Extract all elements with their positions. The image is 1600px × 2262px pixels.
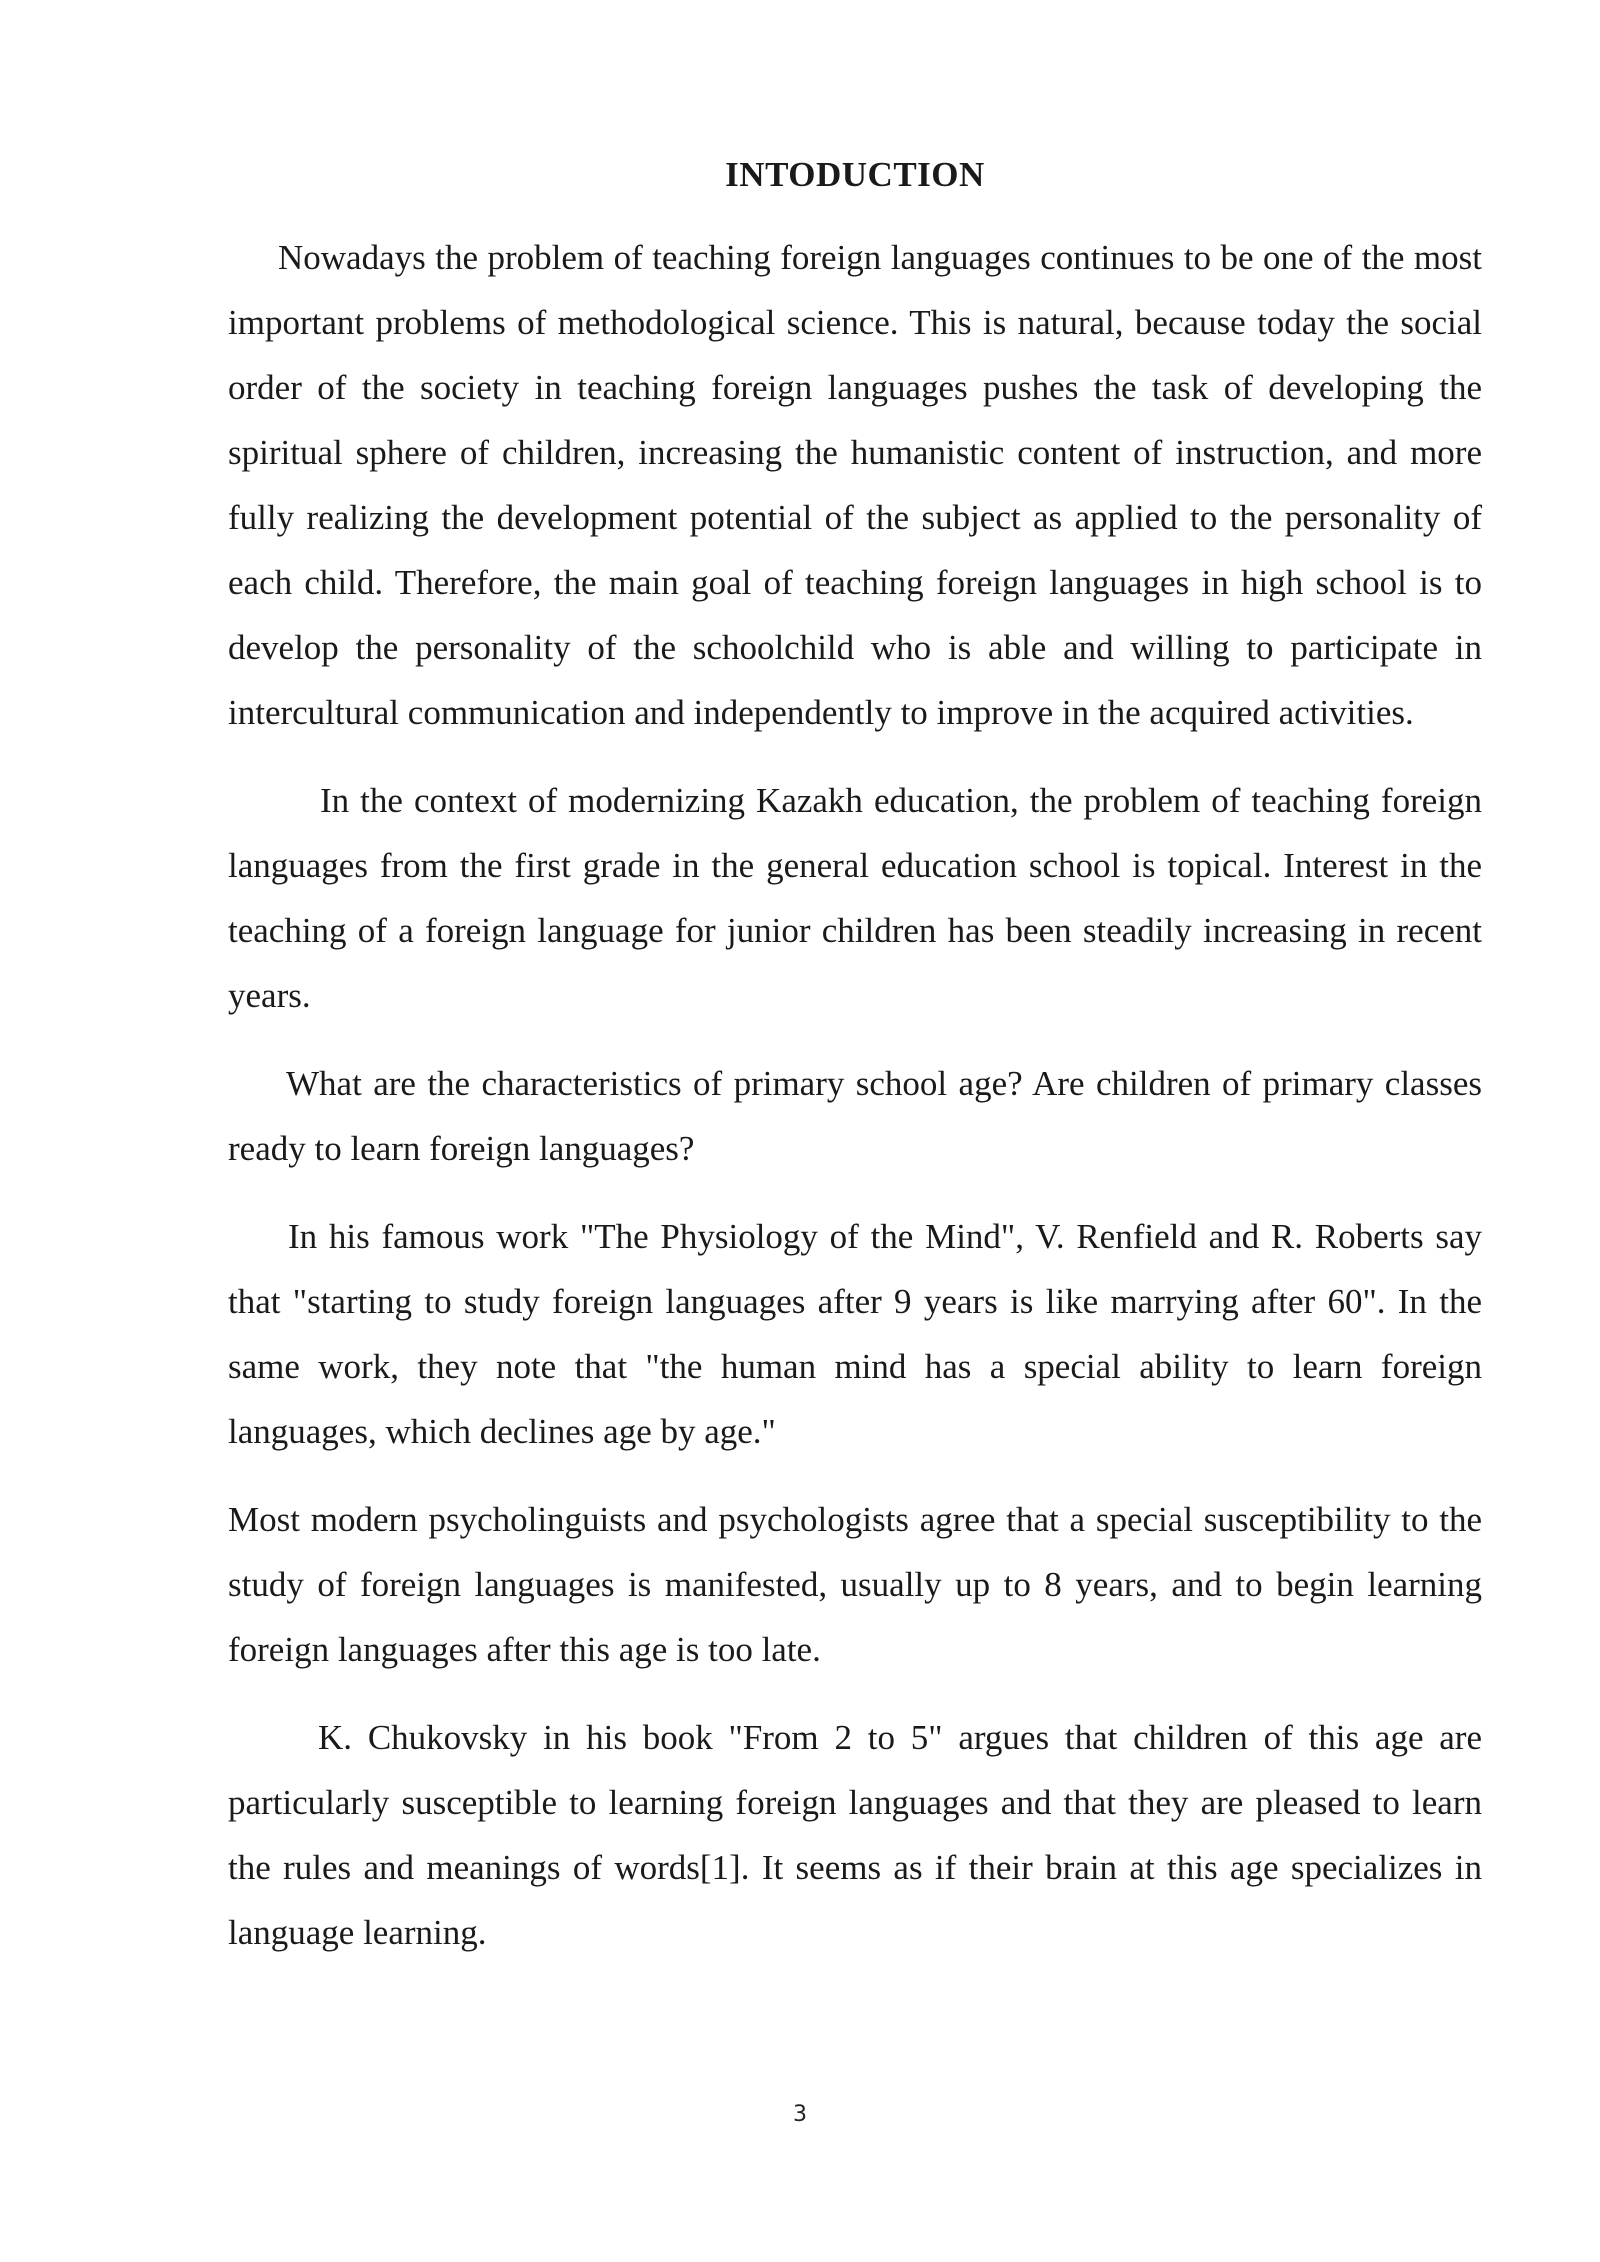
document-page: [228, 145, 1482, 1988]
paragraph-5: Most modern psycholinguists and psychologists agree that a special susceptibility to the study of foreign languages is manifested, usually up to 8 years, and to begin learning foreign languages after this age is too late.: [228, 1500, 1482, 1669]
paragraph-1: Nowadays the problem of teaching foreign languages continues to be one of the most important problems of methodological science. This is natural, because today the social order of the society in teaching foreign languages pushes the task of developing the spiritual sphere of children, increasing the humanistic content of instruction, and more fully realizing the development potential of the subject as applied to the personality of each child. Therefore, the main goal of teaching foreign languages in high school is to develop the personality of the schoolchild who is able and willing to participate in intercultural communication and independently to improve in the acquired activities.: [228, 238, 1482, 732]
paragraph-6: K. Chukovsky in his book "From 2 to 5" argues that children of this age are particularly susceptible to learning foreign languages and that they are pleased to learn the rules and meanings of words[1]. It seems as if their brain at this age specializes in language learning.: [228, 1718, 1482, 1952]
paragraph-3: What are the characteristics of primary school age? Are children of primary classes ready to learn foreign languages?: [228, 1064, 1482, 1168]
page-number: 3: [793, 2102, 807, 2127]
page-title: INTODUCTION: [725, 155, 985, 194]
paragraph-2: In the context of modernizing Kazakh education, the problem of teaching foreign languages from the first grade in the general education school is topical. Interest in the teaching of a foreign language for junior children has been steadily increasing in recent years.: [228, 781, 1482, 1015]
paragraph-4: In his famous work "The Physiology of the Mind", V. Renfield and R. Roberts say that "starting to study foreign languages after 9 years is like marrying after 60". In the same work, they note that "the human mind has a special ability to learn foreign languages, which declines age by age.": [228, 1217, 1482, 1451]
